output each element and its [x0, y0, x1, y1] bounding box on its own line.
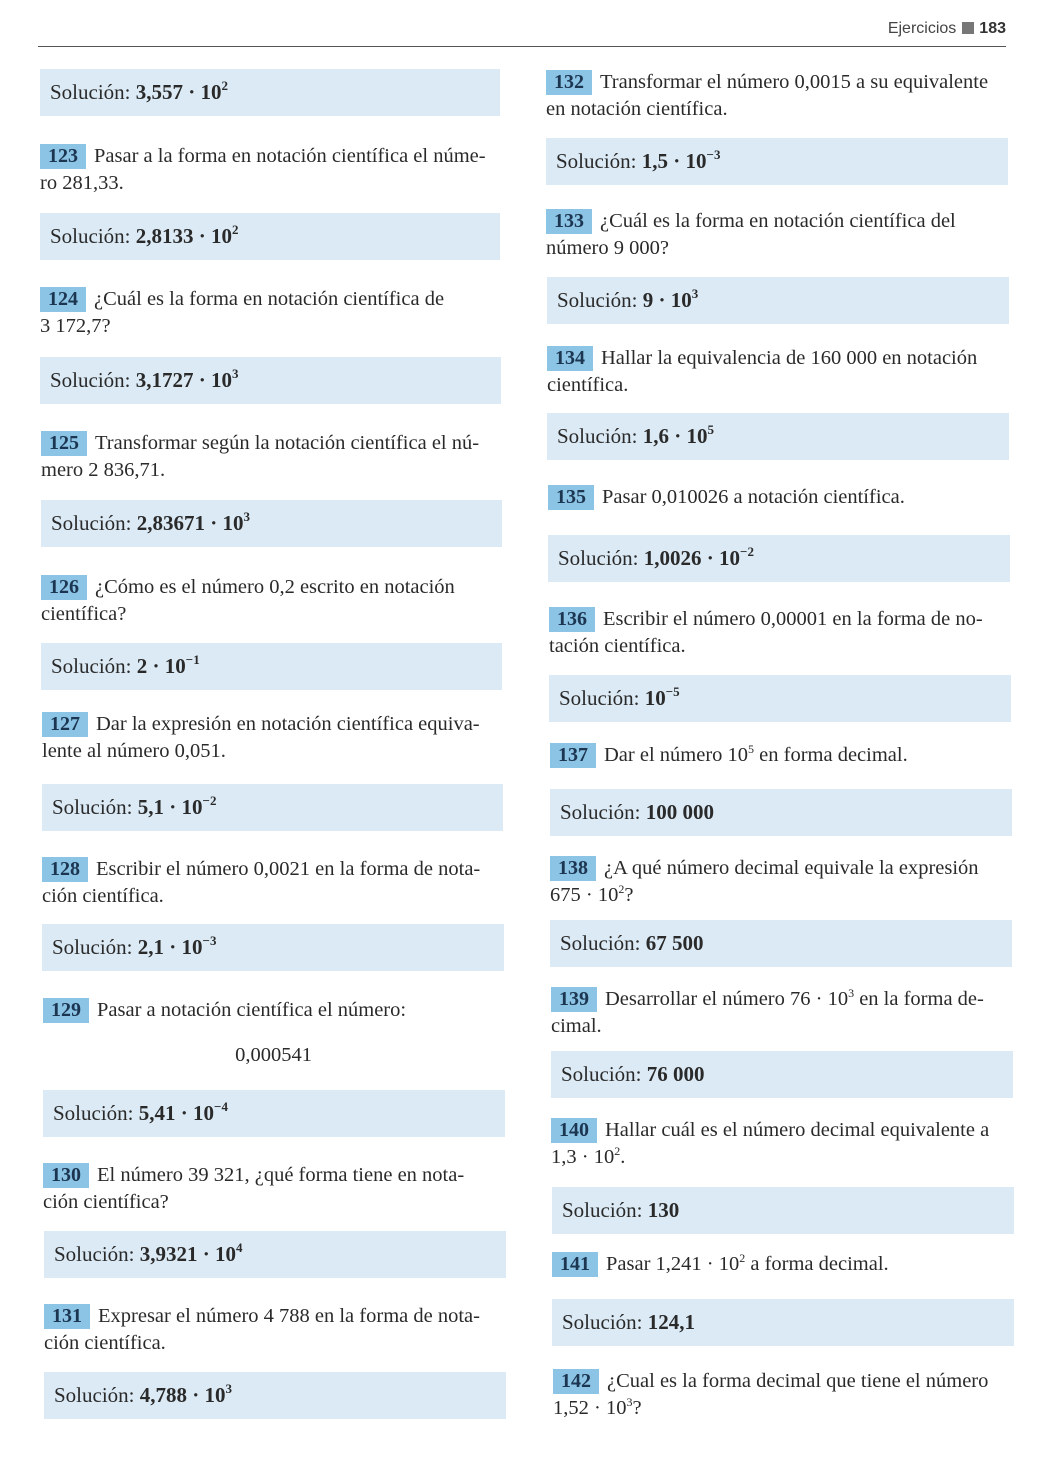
solution-137: Solución: 100 000 — [550, 789, 1012, 836]
exercise-number: 136 — [549, 607, 595, 632]
exercise-number: 138 — [550, 856, 596, 881]
exercise-number: 134 — [547, 346, 593, 371]
solution-138: Solución: 67 500 — [550, 920, 1012, 967]
exercise-number: 137 — [550, 743, 596, 768]
square-icon — [962, 22, 974, 34]
solution-139: Solución: 76 000 — [551, 1051, 1013, 1098]
exercise-number: 123 — [40, 144, 86, 169]
exercise-129: 129 Pasar a notación científica el número: — [43, 997, 504, 1024]
running-head — [888, 20, 1006, 38]
solution-133: Solución: $9 \cdot 10^3$ — [547, 277, 1009, 324]
solution-126: Solución: $2 \cdot 10^{-1}$ — [41, 643, 502, 690]
solution-128: Solución: $2,1 \cdot 10^{-3}$ — [42, 924, 504, 971]
exercise-number: 139 — [551, 987, 597, 1012]
exercise-number: 133 — [546, 209, 592, 234]
page-header — [38, 16, 1006, 47]
exercise-number: 140 — [551, 1118, 597, 1143]
solution-135: Solución: $1,0026 \cdot 10^{-2}$ — [548, 535, 1010, 582]
exercise-number: 132 — [546, 70, 592, 95]
exercise-128: 128 Escribir el número 0,0021 en la forma de nota- ción científica. — [42, 858, 481, 907]
section-title: Ejercicios — [887, 20, 957, 37]
solution-141: Solución: 124,1 — [552, 1299, 1014, 1346]
solution-134: Solución: $1,6 \cdot 10^5$ — [547, 413, 1009, 460]
exercise-132: 132 Transformar el número 0,0015 a su equivalente en notación científica. — [546, 71, 989, 120]
exercise-124: 124 ¿Cuál es la forma en notación científica de 3 172,7? — [40, 288, 445, 337]
exercise-142: 142 ¿Cual es la forma decimal que tiene el número $1,52 \cdot 10^3$? — [553, 1370, 989, 1419]
exercise-123: 123 Pasar a la forma en notación científica el núme- ro 281,33. — [40, 145, 486, 194]
exercise-number: 126 — [41, 575, 87, 600]
exercise-126: 126 ¿Cómo es el número 0,2 escrito en notación científica? — [41, 576, 455, 625]
exercise-136: 136 Escribir el número 0,00001 en la forma de no- tación científica. — [549, 608, 983, 657]
exercise-140: 140 Hallar cuál es el número decimal equivalente a $1,3 \cdot 10^2$. — [551, 1119, 990, 1168]
exercise-134: 134 Hallar la equivalencia de 160 000 en notación científica. — [547, 347, 978, 396]
exercise-130: 130 El número 39 321, ¿qué forma tiene en nota- ción científica? — [43, 1164, 465, 1213]
exercise-125: 125 Transformar según la notación científica el nú- mero 2 836,71. — [41, 432, 480, 481]
solution-129: Solución: $5,41 \cdot 10^{-4}$ — [43, 1090, 505, 1137]
page-number: 183 — [979, 20, 1006, 37]
exercise-137: 137 Dar el número $10^5$ en forma decimal. — [550, 742, 1012, 769]
exercise-129-number: 0,000541 — [235, 1044, 312, 1066]
exercise-number: 141 — [552, 1252, 598, 1277]
exercise-number: 129 — [43, 998, 89, 1023]
solution-124: Solución: $3,1727 \cdot 10^3$ — [40, 357, 501, 404]
exercise-131: 131 Expresar el número 4 788 en la forma de nota- ción científica. — [44, 1305, 480, 1354]
exercise-number: 131 — [44, 1304, 90, 1329]
solution-131: Solución: $4,788 \cdot 10^3$ — [44, 1372, 506, 1419]
solution-123: Solución: $2,8133 \cdot 10^2$ — [40, 213, 500, 260]
solution-127: Solución: $5,1 \cdot 10^{-2}$ — [42, 784, 503, 831]
solution-125: Solución: $2,83671 \cdot 10^3$ — [41, 500, 502, 547]
exercise-number: 124 — [40, 287, 86, 312]
exercise-number: 125 — [41, 431, 87, 456]
exercise-number: 130 — [43, 1163, 89, 1188]
exercise-141: 141 Pasar $1,241 \cdot 10^2$ a forma decimal. — [552, 1251, 1014, 1278]
solution-140: Solución: 130 — [552, 1187, 1014, 1234]
solution-132: Solución: $1,5 \cdot 10^{-3}$ — [546, 138, 1008, 185]
exercise-135: 135 Pasar 0,010026 a notación científica. — [548, 484, 1010, 511]
solution-130: Solución: $3,9321 \cdot 10^4$ — [44, 1231, 506, 1278]
exercise-139: 139 Desarrollar el número $76 \cdot 10^3$ en la forma de- cimal. — [551, 986, 984, 1037]
exercise-number: 135 — [548, 485, 594, 510]
exercise-127: 127 Dar la expresión en notación científica equiva- lente al número 0,051. — [42, 713, 480, 762]
exercise-number: 128 — [42, 857, 88, 882]
exercise-number: 142 — [553, 1369, 599, 1394]
solution-136: Solución: $10^{-5}$ — [549, 675, 1011, 722]
exercise-133: 133 ¿Cuál es la forma en notación científica del número 9 000? — [546, 210, 956, 259]
exercise-number: 127 — [42, 712, 88, 737]
exercise-138: 138 ¿A qué número decimal equivale la expresión $675 \cdot 10^2$? — [550, 857, 979, 906]
solution-122: Solución: $3,557 \cdot 10^2$ — [40, 69, 500, 116]
